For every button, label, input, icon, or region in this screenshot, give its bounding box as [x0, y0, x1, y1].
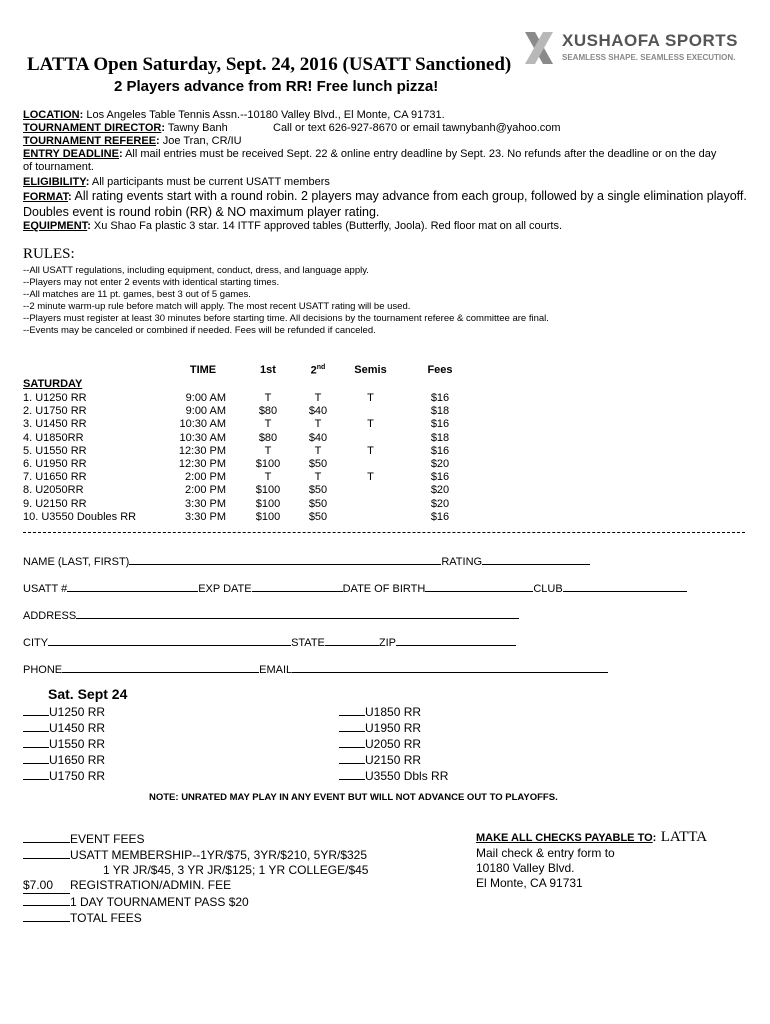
col-fees-header: Fees — [427, 364, 453, 376]
schedule-cell-time: 2:00 PM — [185, 471, 226, 484]
schedule-cell-semis: T — [367, 471, 374, 484]
rule-item: --Events may be canceled or combined if needed. Fees will be refunded if canceled. — [23, 325, 376, 336]
director-line: TOURNAMENT DIRECTOR: Tawny Banh — [23, 122, 228, 134]
event-option[interactable] — [339, 768, 448, 784]
event-option-label: U2150 RR — [365, 753, 422, 767]
schedule-cell-event: 9. U2150 RR — [23, 497, 87, 510]
events-right-list — [339, 704, 448, 784]
zip-field[interactable] — [396, 634, 516, 646]
schedule-cell-fee: $18 — [430, 431, 450, 444]
registration-label: REGISTRATION/ADMIN. FEE — [70, 878, 232, 892]
title-main: LATTA Open Saturday, Sept. 24, 2016 — [27, 54, 338, 75]
schedule-cell-fee: $16 — [430, 510, 450, 523]
deadline-cont: of tournament. — [23, 161, 94, 173]
event-checkbox-line[interactable] — [23, 704, 49, 716]
event-option[interactable] — [23, 768, 105, 784]
schedule-cell-time: 9:00 AM — [185, 392, 226, 404]
total-label: TOTAL FEES — [70, 911, 142, 925]
schedule-cell-event: 4. U1850RR — [23, 431, 84, 444]
page-title — [27, 54, 511, 76]
schedule-cell-semis: T — [367, 392, 374, 404]
title-sanctioned: (USATT Sanctioned) — [342, 54, 512, 75]
director-contact: Call or text 626-927-8670 or email tawnybanh@yahoo.com — [273, 122, 561, 134]
schedule-cell-event: 6. U1950 RR — [23, 458, 87, 470]
schedule-cell-first: $80 — [258, 405, 278, 418]
membership-cont: 1 YR JR/$45, 3 YR JR/$125; 1 YR COLLEGE/$45 — [103, 863, 369, 877]
page-subtitle: 2 Players advance from RR! Free lunch pizza! — [114, 78, 439, 95]
referee-label: TOURNAMENT REFEREE — [23, 135, 157, 147]
schedule-cell-event: 2. U1750 RR — [23, 405, 87, 418]
schedule-cell-event: 1. U1250 RR — [23, 392, 87, 404]
schedule-cell-time: 3:30 PM — [185, 497, 226, 510]
address-row — [23, 607, 519, 622]
event-fees-row — [23, 831, 368, 847]
event-checkbox-line[interactable] — [339, 720, 365, 732]
schedule-cell-first: $100 — [255, 458, 281, 470]
schedule-cell-time: 9:00 AM — [185, 405, 226, 418]
name-row — [23, 553, 590, 568]
event-option[interactable] — [23, 704, 105, 720]
phone-field[interactable] — [62, 661, 259, 673]
format-text: All rating events start with a round robin. 2 players may advance from each group, followed by a single elimination playoff. — [74, 189, 747, 203]
event-option-label: U1450 RR — [49, 721, 106, 735]
schedule-cell-fee: $18 — [430, 405, 450, 418]
director-label: TOURNAMENT DIRECTOR — [23, 122, 162, 134]
schedule-cell-first: T — [264, 392, 272, 404]
event-option[interactable] — [23, 720, 105, 736]
eligibility-label: ELIGIBILITY — [23, 176, 86, 188]
email-field[interactable] — [292, 661, 608, 673]
location-line: LOCATION: Los Angeles Table Tennis Assn.--10180 Valley Blvd., El Monte, CA 91731. — [23, 109, 445, 121]
rules-list — [23, 265, 549, 337]
schedule-cell-event: 3. U1450 RR — [23, 418, 87, 431]
event-option-label: U1250 RR — [49, 705, 106, 719]
usatt-field[interactable] — [67, 580, 198, 592]
event-option[interactable] — [339, 752, 448, 768]
rule-item: --2 minute warm-up rule before match will apply. The most recent USATT rating will be used. — [23, 301, 411, 312]
address-field[interactable] — [76, 607, 519, 619]
reg-amount: $7.00 — [23, 878, 70, 894]
total-row — [23, 910, 368, 926]
col-second-header: 2nd — [310, 364, 326, 377]
event-checkbox-line[interactable] — [23, 720, 49, 732]
city-label: CITY — [23, 637, 49, 649]
event-checkbox-line[interactable] — [23, 736, 49, 748]
phone-label: PHONE — [23, 664, 63, 676]
schedule-cell-event: 5. U1550 RR — [23, 444, 87, 457]
usatt-label: USATT # — [23, 583, 68, 595]
payee: LATTA — [660, 829, 708, 845]
city-row — [23, 634, 516, 649]
membership-row — [23, 847, 368, 863]
city-field[interactable] — [48, 634, 291, 646]
registration-row — [23, 878, 368, 894]
schedule-cell-second: $40 — [308, 431, 328, 444]
schedule-cell-first: $100 — [255, 497, 281, 510]
club-label: CLUB — [533, 583, 563, 595]
schedule-cell-first: $100 — [255, 510, 281, 523]
schedule-cell-second: T — [314, 444, 322, 457]
equipment-text: Xu Shao Fa plastic 3 star. 14 ITTF approved tables (Butterfly, Joola). Red floor mat on all courts. — [93, 220, 563, 232]
logo-brand: XUSHAOFA SPORTS — [562, 31, 738, 50]
name-label: NAME (LAST, FIRST) — [23, 556, 130, 568]
payable-label: MAKE ALL CHECKS PAYABLE TO — [476, 832, 653, 844]
phone-row — [23, 661, 608, 676]
schedule-cell-time: 12:30 PM — [178, 458, 226, 470]
schedule-cell-fee: $16 — [430, 444, 450, 457]
fees-list — [23, 831, 368, 926]
schedule-cell-first: T — [264, 418, 272, 431]
schedule-cell-event: 10. U3550 Doubles RR — [23, 510, 137, 523]
logo-tagline: SEAMLESS SHAPE. SEAMLESS EXECUTION. — [562, 53, 736, 62]
schedule-cell-second: $40 — [308, 405, 328, 418]
day-pass-row — [23, 894, 368, 910]
email-label: EMAIL — [259, 664, 293, 676]
schedule-cell-fee: $16 — [430, 392, 450, 404]
equipment-label: EQUIPMENT — [23, 220, 88, 232]
membership-label: USATT MEMBERSHIP--1YR/$75, 3YR/$210, 5YR/$325 — [70, 848, 368, 862]
rule-item: --All USATT regulations, including equipment, conduct, dress, and language apply. — [23, 265, 369, 276]
rating-field[interactable] — [482, 553, 590, 565]
mail-line-3: El Monte, CA 91731 — [476, 876, 583, 890]
event-option-label: U2050 RR — [365, 737, 422, 751]
eligibility-line: ELIGIBILITY: All participants must be current USATT members — [23, 176, 330, 188]
day-label: SATURDAY — [23, 378, 83, 390]
deadline-text: All mail entries must be received Sept. 22 & online entry deadline by Sept. 23. No refunds after the deadline or on the day — [125, 148, 717, 160]
rule-item: --All matches are 11 pt. games, best 3 out of 5 games. — [23, 289, 251, 300]
day-pass-field[interactable] — [23, 894, 70, 906]
dob-label: DATE OF BIRTH — [342, 583, 426, 595]
club-field[interactable] — [563, 580, 687, 592]
schedule-cell-semis: T — [367, 418, 374, 431]
schedule-cell-first: T — [264, 444, 272, 457]
rule-item: --Players may not enter 2 events with identical starting times. — [23, 277, 280, 288]
eligibility-text: All participants must be current USATT members — [91, 176, 330, 188]
equipment-line: EQUIPMENT: Xu Shao Fa plastic 3 star. 14 ITTF approved tables (Butterfly, Joola). Red floor mat on all courts. — [23, 220, 563, 232]
col-first-header: 1st — [260, 364, 276, 376]
schedule-cell-time: 3:30 PM — [185, 510, 226, 523]
event-option[interactable] — [23, 736, 105, 752]
schedule-cell-first: $100 — [255, 484, 281, 497]
schedule-cell-second: $50 — [308, 484, 328, 497]
event-checkbox-line[interactable] — [339, 704, 365, 716]
dob-field[interactable] — [425, 580, 533, 592]
mail-line-2: 10180 Valley Blvd. — [476, 861, 575, 875]
x-mark-logo-icon — [522, 28, 556, 68]
address-label: ADDRESS — [23, 610, 77, 622]
event-option-label: U3550 Dbls RR — [365, 769, 449, 783]
schedule-cell-fee: $16 — [430, 471, 450, 484]
format-line: FORMAT: All rating events start with a round robin. 2 players may advance from each group, followed by a single elimination playoff. — [23, 189, 747, 203]
schedule-cell-first: T — [264, 471, 272, 484]
schedule-cell-fee: $16 — [430, 418, 450, 431]
deadline-label: ENTRY DEADLINE — [23, 148, 119, 160]
event-option[interactable] — [23, 752, 105, 768]
format-cont: Doubles event is round robin (RR) & NO maximum player rating. — [23, 205, 380, 219]
state-label: STATE — [291, 637, 325, 649]
name-field[interactable] — [129, 553, 441, 565]
state-field[interactable] — [325, 634, 379, 646]
referee-name: Joe Tran, CR/IU — [162, 135, 242, 147]
unrated-note: NOTE: UNRATED MAY PLAY IN ANY EVENT BUT WILL NOT ADVANCE OUT TO PLAYOFFS. — [149, 792, 558, 803]
event-option[interactable] — [339, 736, 448, 752]
exp-label: EXP DATE — [198, 583, 252, 595]
referee-line: TOURNAMENT REFEREE: Joe Tran, CR/IU — [23, 135, 242, 147]
schedule-cell-second: $50 — [308, 497, 328, 510]
schedule-cell-fee: $20 — [430, 458, 450, 470]
mail-line-1: Mail check & entry form to — [476, 846, 615, 860]
event-checkbox-line[interactable] — [339, 736, 365, 748]
schedule-cell-first: $80 — [258, 431, 278, 444]
location-label: LOCATION — [23, 109, 80, 121]
format-label: FORMAT — [23, 191, 69, 203]
event-option-label: U1750 RR — [49, 769, 106, 783]
membership-field[interactable] — [23, 847, 70, 859]
schedule-cell-time: 12:30 PM — [178, 444, 226, 457]
schedule-cell-event: 7. U1650 RR — [23, 471, 87, 484]
event-checkbox-line[interactable] — [23, 752, 49, 764]
schedule-cell-time: 10:30 AM — [179, 418, 226, 431]
event-fees-label: EVENT FEES — [70, 832, 145, 846]
rating-label: RATING — [441, 556, 483, 568]
payment-block: MAKE ALL CHECKS PAYABLE TO: LATTA Mail check & entry form to 10180 Valley Blvd. El Monte, CA 91731 — [476, 829, 708, 890]
col-time-header: TIME — [189, 364, 217, 376]
deadline-line: ENTRY DEADLINE: All mail entries must be received Sept. 22 & online entry deadline by Sept. 23. No refunds after the deadline or on the day — [23, 148, 717, 160]
event-checkbox-line[interactable] — [339, 768, 365, 780]
col-semis-header: Semis — [354, 364, 387, 376]
event-fees-field[interactable] — [23, 831, 70, 843]
events-heading: Sat. Sept 24 — [48, 686, 128, 702]
event-option[interactable] — [339, 704, 448, 720]
schedule-cell-time: 10:30 AM — [179, 431, 226, 444]
day-pass-label: 1 DAY TOURNAMENT PASS $20 — [70, 895, 249, 909]
schedule-cell-second: $50 — [308, 458, 328, 470]
event-option-label: U1650 RR — [49, 753, 106, 767]
event-option-label: U1950 RR — [365, 721, 422, 735]
events-left-list — [23, 704, 105, 784]
schedule-cell-fee: $20 — [430, 484, 450, 497]
location-text: Los Angeles Table Tennis Assn.--10180 Valley Blvd., El Monte, CA 91731. — [86, 109, 445, 121]
schedule-cell-second: T — [314, 418, 322, 431]
exp-field[interactable] — [252, 580, 343, 592]
schedule-cell-second: T — [314, 392, 322, 404]
schedule-cell-semis: T — [367, 444, 374, 457]
event-checkbox-line[interactable] — [339, 752, 365, 764]
zip-label: ZIP — [378, 637, 397, 649]
divider — [23, 532, 745, 533]
event-option-label: U1850 RR — [365, 705, 422, 719]
rule-item: --Players must register at least 30 minutes before starting time. All decisions by the tournament referee & committee are final. — [23, 313, 549, 324]
schedule-cell-second: T — [314, 471, 322, 484]
schedule-cell-fee: $20 — [430, 497, 450, 510]
schedule-cell-second: $50 — [308, 510, 328, 523]
usatt-row — [23, 580, 687, 595]
schedule-cell-time: 2:00 PM — [185, 484, 226, 497]
rules-heading: RULES: — [23, 246, 75, 262]
event-option[interactable] — [339, 720, 448, 736]
director-name: Tawny Banh — [167, 122, 228, 134]
schedule-cell-event: 8. U2050RR — [23, 484, 84, 497]
event-option-label: U1550 RR — [49, 737, 106, 751]
total-field[interactable] — [23, 910, 70, 922]
event-checkbox-line[interactable] — [23, 768, 49, 780]
